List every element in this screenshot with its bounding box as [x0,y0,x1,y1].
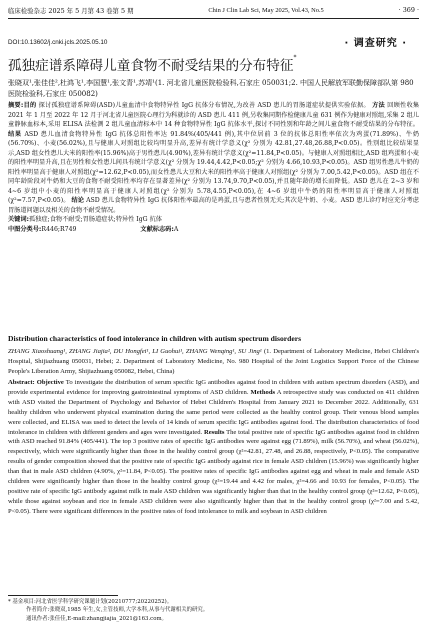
english-authors [8,347,419,377]
english-methods-label: Methods [250,388,276,396]
english-affiliation: (1. Department of Laboratory Medicine, Hebei Children's Hospital, Shijiazhuang 050031, Hebei; 2. Department of Laboratory Medicine, No. 980 Hospital of the Joint Logistics Support Force of the Chinese People's Liberation Army, Shijiazhuang 050082, Hebei, China) [8,348,420,375]
header-left: 临床检验杂志 2025 年 5 月第 43 卷第 5 期 [8,6,134,15]
keywords-text: 孤独症;食物不耐受;胃肠道症状;特异性 IgG 抗体 [29,216,162,223]
results-label: 结果 [8,130,22,138]
header-page-number: · 369 · [398,6,419,14]
doi: DOI:10.13602/j.cnki.jcls.2025.05.10 [8,39,108,46]
english-abstract [8,378,419,517]
article-title-text: 孤独症谱系障碍儿童食物不耐受结果的分布特征 [8,58,294,74]
footnote-fund: * 基金项目:河北省医学科学研究课题计划(20210777;20220252)。 [8,599,173,605]
section-label: · 调查研究 · [344,38,407,49]
english-abstract-label: Abstract: [8,379,35,386]
methods-text: 回顾性收集 2021 年 1 月至 2022 年 12 月于河北省儿童医院心理行为科就诊的 ASD 患儿 411 例,另收集同期作检健康儿童 631 例作为健康对照组,采集 2 组儿童静脉血标本,采用 ELISA 法检测 2 组儿童血清标本中 14 种食物特异性 IgG 抗体水平,探讨不同性别和年龄之间儿童食物不耐受结果的分布特征。 [8,102,420,128]
header-center: Chin J Clin Lab Sci, May 2025, Vol.43, No.5 [208,6,324,14]
abstract-cn [8,101,419,234]
footnote-author-info: 作者简介:张晓双,1985 年生,女,主管技师,大学本科,从事与代谢相关的研究。 [26,607,209,614]
objective-label: 目的 [23,102,37,109]
keywords-label: 关键词: [8,216,30,223]
title-footnote-mark: * [293,54,297,61]
objective-text: 探讨孤独症谱系障碍(ASD)儿童血清中食物特异性 IgG 抗体分布情况,为改善 ASD 患儿的胃肠道症状提供实验依据。 [38,102,370,109]
conclusion-text: ASD 患儿食物特异性 IgG 抗体阳性率最高的是鸡蛋,且与患者性别无关;其次是牛奶、小麦。ASD 患儿诊疗时应充分考虑胃肠道问题以及相关的食物不耐受情况。 [8,197,419,214]
methods-label: 方法 [372,102,385,109]
doc-code-value: A [173,225,179,233]
english-results: The total positive rate of specific IgG antibodies against food in children with ASD reached 91.84% (405/441). The top 3 positive rates of specific IgG antibodies were against egg (71.89%), milk (56.70%), and wheat (56.02%), respectively, which were significantly higher than those in the healthy control group (χ²=42.81, 27.48, and 26.88, respectively, P<0.05). The comparative results of gender composition showed that the positive rate of specific IgG antibody against rice in female ASD children (15.96%) was significantly higher than that in male ASD children (4.90%, χ²=11.84, P<0.05). The positive rates of specific IgG antibodies against egg and wheat in male and female ASD children were significantly higher than those in the healthy control group (χ²=19.44 and 4.42 for males, χ²=4.66 and 10.93 for females, P<0.05). The positive rate of specific IgG antibody against milk in male ASD children was significantly higher than that in the healthy control group (χ²=12.62, P<0.05), while those against soybean and rice in female ASD children were also significantly higher than that in the healthy control group (χ²=7.00 and 5.42, P<0.05). There were significant differences in the positive rates of food intolerance to milk and soybean in ASD children [8,428,419,515]
header-rule [8,18,419,19]
english-objective-label: Objective [36,379,64,386]
authors-cn-text: 张晓双¹,张佳佳²,杜鸿飞¹,李国慧¹,张文青¹,苏靖¹(1. 河北省儿童医院检验科,石家庄 050031;2. 中国人民解放军联勤保障部队第 980 医院检验科,石家庄 050082) [8,79,414,98]
footnote-rule [8,595,118,596]
article-title [8,54,419,74]
english-title: Distribution characteristics of food intolerance in children with autism spectrum disorders [8,334,302,343]
footnote-contact: 通讯作者:张佳佳,E-mail:zhangjiajia_2021@163.com。 [26,615,167,622]
english-results-label: Results [203,428,225,436]
english-methods: A retrospective study was conducted on 411 children with ASD visited the Department of Psychology and Behavior of Hebei Children's Hospital from January 2021 to December 2022. Additionally, 631 healthy children who underwent physical examination during the same period were collected as the healthy control group. Their venous blood samples were collected, and ELISA was used to detect the levels of 14 kinds of serum specific IgG antibodies against food. The distribution characteristics of food intolerance in children with different genders and ages were investigated. [8,388,419,436]
conclusion-label: 结论 [71,197,85,204]
results-text: ASD 患儿血清食物特异性 IgG 抗体总阳性率达 91.84%(405/441 例),其中位居前 3 位的抗体总阳性率依次为鸡蛋(71.89%)、牛奶(56.70%)、小麦(56.02%),且与健康人对照组比较均明显升高,差异有统计学意义(χ² 分别为 42.81,27.48,26.88,P<0.05)。性别组比较结果显示,ASD 组女性患儿大米的阳性率(15.96%)高于男性患儿(4.90%),差异有统计学意义(χ²=11.84,P<0.05)。与健康人对照组相比,ASD 组鸡蛋和小麦的阳性率明显升高,且在男性和女性患儿间具有统计学意义(χ² 分别为 19.44,4.42,P<0.05;χ² 分别为 4.66,10.93,P<0.05)。ASD 组男性患儿牛奶的阳性率明显高于健康人对照组(χ²=12.62,P<0.05),而女性患儿大豆和大米的阳性率高于健康人对照组(χ² 分别为 7.00,5.42,P<0.05)。ASD 组在不同年龄阶段对牛奶和大豆的食物不耐受阳性率均存在显著差异(χ² 分别为 13.74,9.70,P<0.05),并且随年龄的增长而降低。ASD 患儿在 2~3 岁和 4~6 岁组中小麦的阳性率明显高于健康人对照组(χ² 分别为 5.78,4.55,P<0.05),在 4~6 岁组中牛奶的阳性率明显高于健康人对照组(χ²=7.57,P<0.05)。 [8,130,420,204]
running-header [8,4,419,16]
english-author-names: ZHANG Xiaoshuang¹, ZHANG Jiajia², DU Hongfei¹, LI Guohui¹, ZHANG Wenqing¹, SU Jing¹ [8,348,262,355]
clc-value: R446;R749 [41,225,77,233]
doc-code-label: 文献标志码: [140,225,174,233]
footnotes [8,598,419,623]
abstract-label: 摘要: [8,102,24,109]
english-objective: To investigate the distribution of serum specific IgG antibodies against food in children with autism spectrum disorders (ASD), and provide experimental evidence for improving gastrointestinal symptoms of ASD children. [8,379,420,396]
authors-cn [8,78,419,100]
clc-label: 中图分类号: [8,225,42,233]
